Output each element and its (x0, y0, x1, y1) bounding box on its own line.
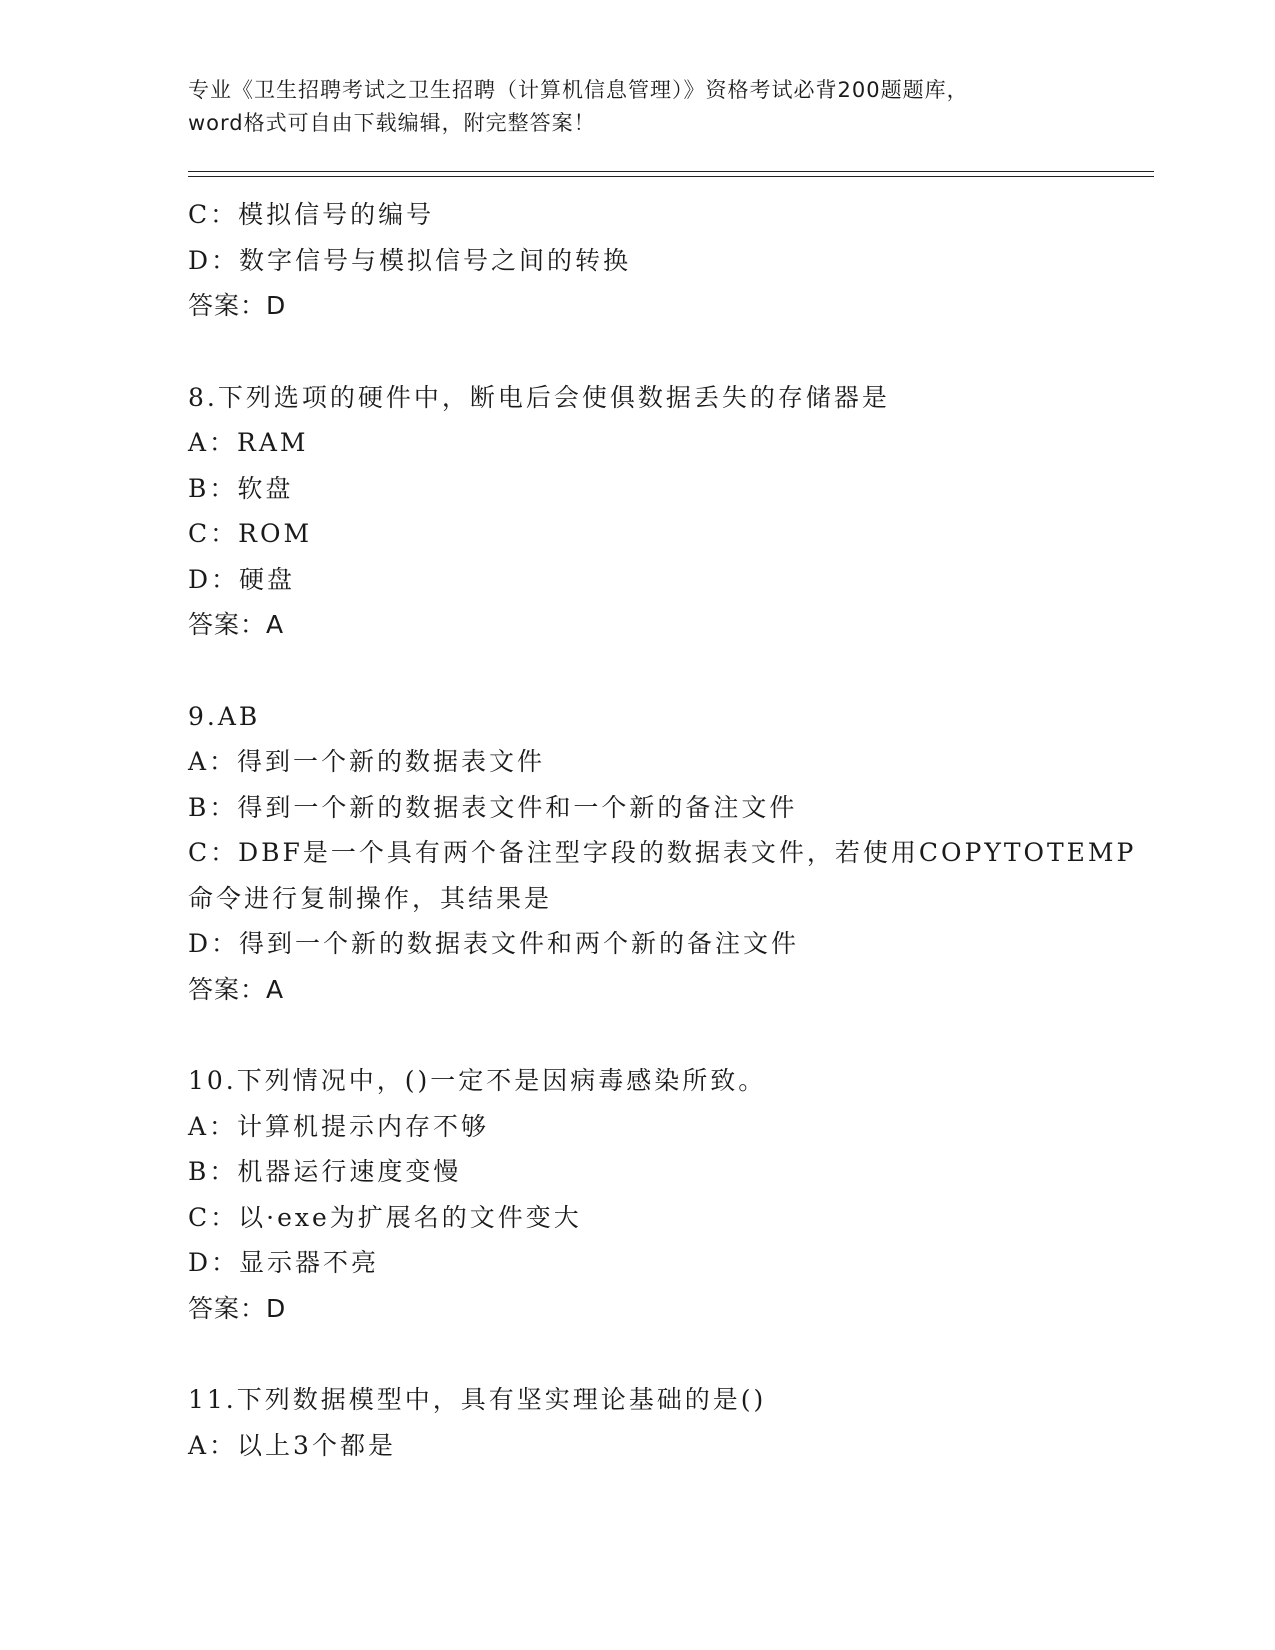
question-stem: 11.下列数据模型中，具有坚实理论基础的是() (188, 1385, 767, 1414)
answer-line: 答案：D (188, 291, 287, 320)
question-stem: 9.AB (188, 701, 261, 731)
header-divider-bottom (188, 176, 1154, 177)
block-spacer (188, 648, 1188, 694)
option-line: 命令进行复制操作，其结果是 (188, 883, 553, 913)
question-block (188, 694, 1188, 1013)
option-line: C：ROM (188, 519, 313, 548)
header-divider-top (188, 171, 1154, 172)
document-header (188, 74, 1088, 140)
option-line: A：得到一个新的数据表文件 (188, 747, 546, 776)
question-block (188, 375, 1188, 648)
option-line: C：DBF是一个具有两个备注型字段的数据表文件，若使用COPYTOTEMP (188, 838, 1137, 867)
block-spacer (188, 1012, 1188, 1058)
option-line: D：得到一个新的数据表文件和两个新的备注文件 (188, 929, 800, 958)
block-spacer (188, 329, 1188, 375)
option-line: C：模拟信号的编号 (188, 200, 435, 229)
option-line: A：以上3个都是 (188, 1430, 396, 1460)
option-line: C：以·exe为扩展名的文件变大 (188, 1202, 582, 1232)
option-line: A：RAM (188, 428, 309, 457)
option-line: D：硬盘 (188, 564, 296, 594)
header-title-line-2: word格式可自由下载编辑，附完整答案！ (188, 111, 596, 135)
answer-line: 答案：A (188, 610, 285, 639)
option-line: A：计算机提示内存不够 (188, 1111, 490, 1141)
question-block (188, 1377, 1188, 1468)
option-line: B：软盘 (188, 473, 294, 503)
question-block (188, 1058, 1188, 1331)
option-line: B：机器运行速度变慢 (188, 1157, 462, 1186)
answer-line: 答案：D (188, 1293, 287, 1323)
option-line: B：得到一个新的数据表文件和一个新的备注文件 (188, 792, 798, 822)
block-spacer (188, 1331, 1188, 1377)
question-block (188, 192, 1188, 329)
option-line: D：显示器不亮 (188, 1248, 380, 1277)
option-line: D：数字信号与模拟信号之间的转换 (188, 245, 632, 275)
question-stem: 8.下列选项的硬件中，断电后会使俱数据丢失的存储器是 (188, 382, 890, 412)
answer-line: 答案：A (188, 974, 285, 1004)
question-stem: 10.下列情况中，()一定不是因病毒感染所致。 (188, 1066, 767, 1095)
header-title-line-1: 专业《卫生招聘考试之卫生招聘（计算机信息管理）》资格考试必背200题题库， (188, 78, 969, 102)
question-list (188, 192, 1188, 1468)
